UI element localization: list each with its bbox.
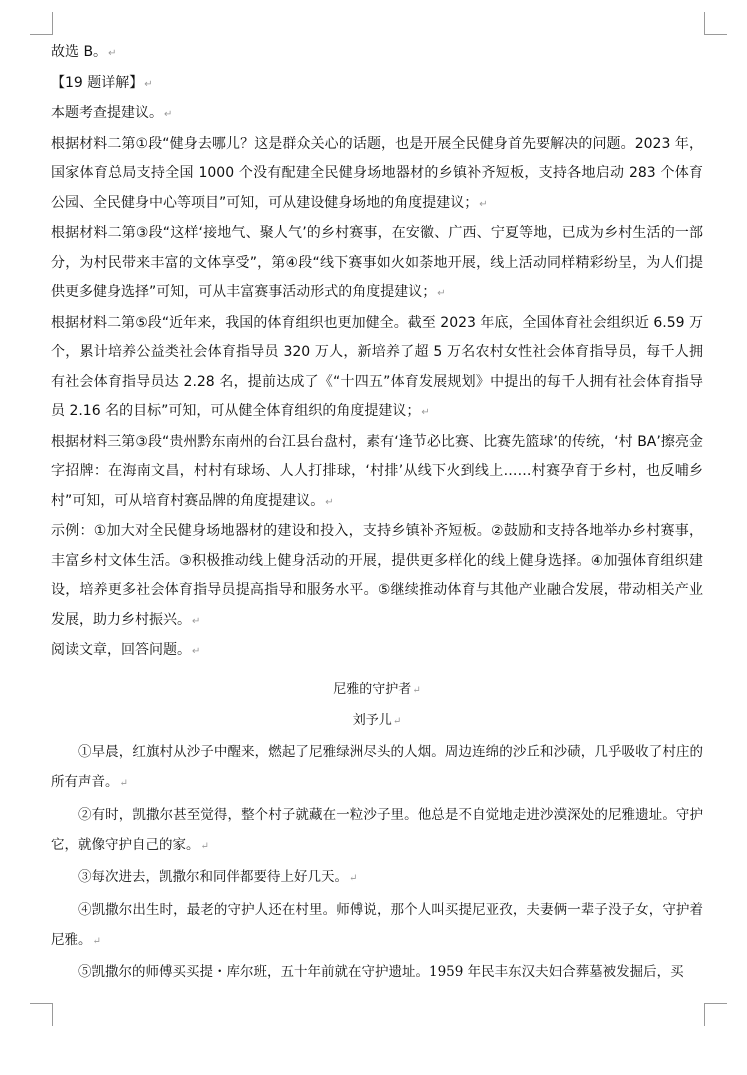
paragraph-mark-icon: ↵ <box>349 873 358 885</box>
page-corner-mark <box>30 1003 53 1026</box>
paragraph-mark-icon: ↵ <box>392 715 402 727</box>
paragraph-mark-icon: ↵ <box>325 496 334 508</box>
paragraph-mark-icon: ↵ <box>437 288 446 299</box>
passage-author: 刘予儿↵ <box>352 712 402 728</box>
question-heading: 【19 题详解】↵ <box>51 74 153 91</box>
paragraph-mark-icon: ↵ <box>144 78 153 90</box>
passage-paragraph: ①早晨，红旗村从沙子中醒来，燃起了尼雅绿洲尽头的人烟。周边连绵的沙丘和沙碛，几乎吸收了村庄的所有声音。↵ <box>51 744 703 791</box>
paragraph-mark-icon: ↵ <box>192 615 201 627</box>
paragraph-mark-icon: ↵ <box>192 646 201 657</box>
paragraph-mark-icon: ↵ <box>164 109 173 120</box>
document-page <box>51 38 703 987</box>
passage-paragraph: ⑤凯撒尔的师傅买买提・库尔班，五十年前就在守护遗址。1959 年民丰东汉夫妇合葬墓被发掘后，买 <box>78 964 684 981</box>
passage-paragraph: ②有时，凯撒尔甚至觉得，整个村子就藏在一粒沙子里。他总是不自觉地走进沙漠深处的尼雅遗址。守护它，就像守护自己的家。↵ <box>51 806 703 853</box>
answer-paragraph: 根据材料三第③段“贵州黔东南州的台江县台盘村，素有‘逢节必比赛、比赛先篮球’的传统，‘村 BA’擦亮金字招牌：在海南文昌，村村有球场、人人打排球，‘村排’从线下火到线上……村赛孕育于乡村，也反哺乡村”可知，可从培育村赛品牌的角度提建议。↵ <box>51 433 703 509</box>
paragraph-mark-icon: ↵ <box>479 198 488 210</box>
answer-line: 故选 B。↵ <box>51 44 117 60</box>
answer-example: 示例：①加大对全民健身场地器材的建设和投入，支持乡镇补齐短板。②鼓励和支持各地举办乡村赛事，丰富乡村文体生活。③积极推动线上健身活动的开展，提供更多样化的线上健身选择。④加强体育组织建设，培养更多社会体育指导员提高指导和服务水平。⑤继续推动体育与其他产业融合发展，带动相关产业发展，助力乡村振兴。↵ <box>51 523 703 628</box>
page-corner-mark <box>704 12 727 35</box>
passage-paragraph: ④凯撒尔出生时，最老的守护人还在村里。师傅说，那个人叫买提尼亚孜，夫妻俩一辈子没子女，守护着尼雅。↵ <box>51 901 703 948</box>
answer-paragraph: 根据材料二第③段“这样‘接地气、聚人气’的乡村赛事，在安徽、广西、宁夏等地，已成为乡村生活的一部分，为村民带来丰富的文体享受”，第④段“线下赛事如火如荼地开展，线上活动同样精彩纷呈，为人们提供更多健身选择”可知，可从丰富赛事活动形式的角度提建议；↵ <box>51 225 703 300</box>
reading-instruction: 阅读文章，回答问题。↵ <box>51 642 201 658</box>
answer-line: 本题考查提建议。↵ <box>51 105 173 121</box>
page-corner-mark <box>30 12 53 35</box>
paragraph-mark-icon: ↵ <box>108 48 117 59</box>
passage-paragraph: ③每次进去，凯撒尔和同伴都要待上好几天。↵ <box>78 869 358 886</box>
answer-paragraph: 根据材料二第⑤段“近年来，我国的体育组织也更加健全。截至 2023 年底，全国体育社会组织近 6.59 万个，累计培养公益类社会体育指导员 320 万人，新培养了超 5 万名农村女性社会体育指导员，每千人拥有社会体育指导员达 2.28 名，提前达成了《“十四五”体育发展规划》中提出的每千人拥有社会体育指导员 2.16 名的目标”可知，可从健全体育组织的角度提建议；↵ <box>51 314 703 419</box>
paragraph-mark-icon: ↵ <box>200 840 209 852</box>
paragraph-mark-icon: ↵ <box>92 935 101 947</box>
answer-explanation <box>51 38 703 667</box>
page-corner-mark <box>704 1003 727 1026</box>
paragraph-mark-icon: ↵ <box>119 778 128 790</box>
reading-passage <box>51 675 703 988</box>
passage-title: 尼雅的守护者↵ <box>333 681 421 697</box>
answer-paragraph: 根据材料二第①段“健身去哪儿？这是群众关心的话题，也是开展全民健身首先要解决的问题。2023 年，国家体育总局支持全国 1000 个没有配建全民健身场地器材的乡镇补齐短板，支持各地启动 283 个体育公园、全民健身中心等项目”可知，可从建设健身场地的角度提建议；↵ <box>51 135 703 211</box>
paragraph-mark-icon: ↵ <box>421 407 430 418</box>
paragraph-mark-icon: ↵ <box>412 684 421 696</box>
